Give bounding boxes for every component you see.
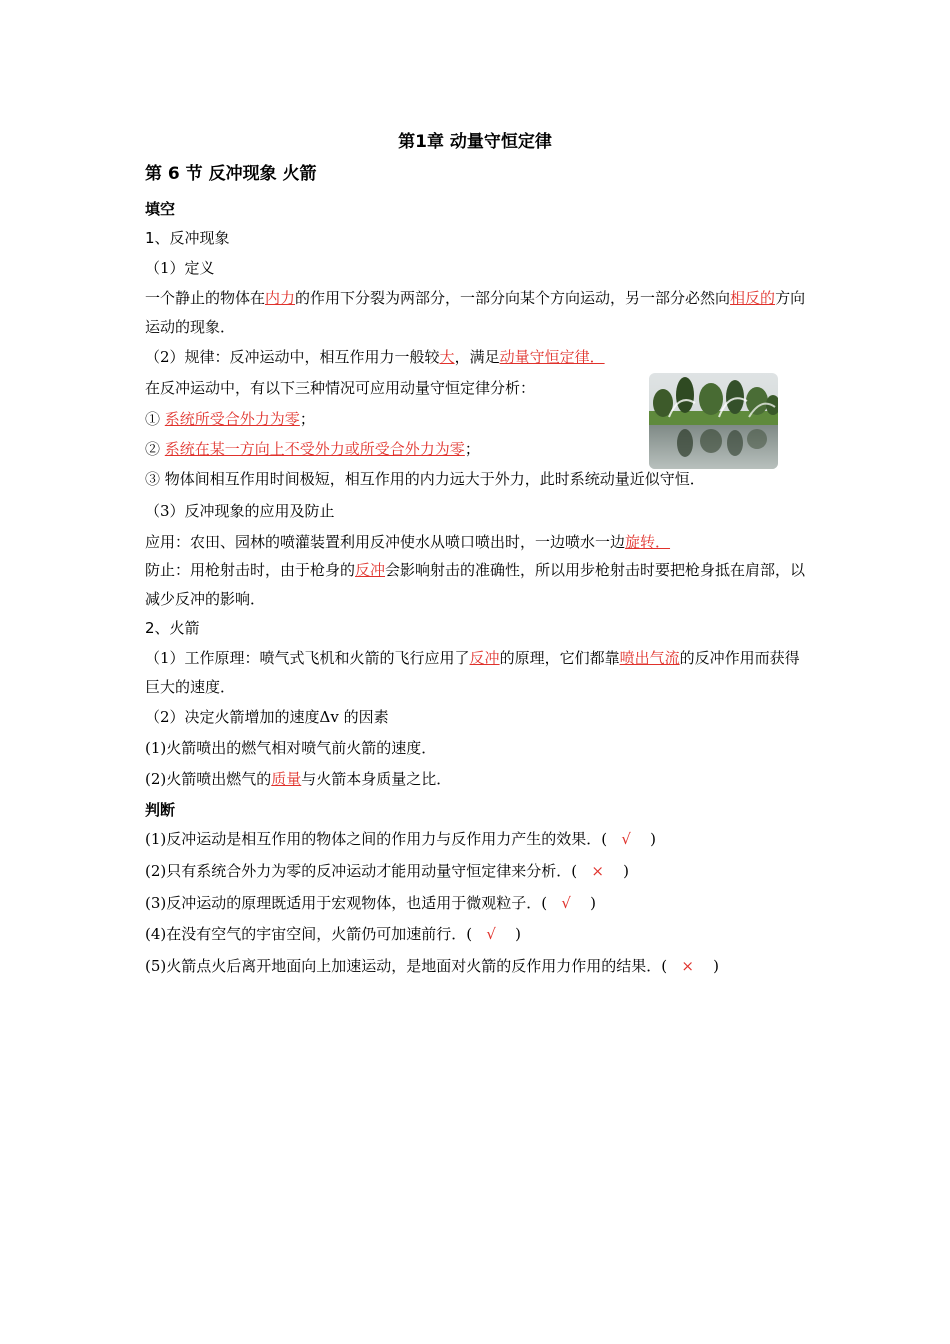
law-line	[145, 347, 605, 367]
judge-close: )	[623, 862, 629, 880]
factor-2-text-a: (2)火箭喷出燃气的	[145, 770, 272, 788]
answer-blank: 系统在某一方向上不受外力或所受合外力为零	[164, 440, 465, 458]
section-title: 第 6 节 反冲现象 火箭	[145, 164, 317, 184]
prevention-text-b: 会影响射击的准确性，所以用步枪射击时要把枪身抵在肩部，以减少反冲的影响．	[145, 561, 806, 608]
law-text-a: （2）规律：反冲运动中，相互作用力一般较	[145, 348, 440, 366]
answer-blank: 动量守恒定律．	[499, 348, 605, 366]
application-text: 应用：农田、园林的喷灌装置利用反冲使水从喷口喷出时，一边喷水一边	[145, 533, 626, 551]
law-text-b: ，满足	[454, 348, 500, 366]
case-3: ③ 物体间相互作用时间极短，相互作用的内力远大于外力，此时系统动量近似守恒．	[145, 470, 705, 488]
cases-intro: 在反冲运动中，有以下三种情况可应用动量守恒定律分析：	[145, 379, 536, 397]
answer-blank: 内力	[265, 289, 296, 307]
fill-heading: 填空	[145, 200, 176, 218]
factor-2-text-b: 与火箭本身质量之比．	[301, 770, 452, 788]
answer-blank: 系统所受合外力为零	[164, 410, 300, 428]
judge-item	[145, 893, 596, 913]
answer-blank: 大	[439, 348, 455, 366]
definition-text-b: 的作用下分裂为两部分，一部分向某个方向运动，另一部分必然向	[295, 289, 731, 307]
answer-blank: 喷出气流	[619, 649, 680, 667]
case-number: ①	[145, 410, 161, 428]
judge-item	[145, 861, 629, 881]
answer-blank: 反冲	[469, 649, 500, 667]
definition-text-a: 一个静止的物体在	[145, 289, 266, 307]
judge-close: )	[650, 830, 656, 848]
judge-close: )	[590, 894, 596, 912]
judge-item	[145, 956, 719, 976]
answer-blank: 反冲	[355, 561, 386, 579]
principle-text-b: 的原理，它们都靠	[499, 649, 620, 667]
case-1	[145, 409, 315, 429]
prevention-paragraph	[145, 556, 810, 614]
cross-mark-icon: ×	[681, 957, 694, 975]
judge-heading: 判断	[145, 801, 176, 819]
application-line	[145, 532, 670, 552]
case-end: ；	[299, 410, 315, 428]
factor-2	[145, 769, 451, 789]
judge-statement: (5)火箭点火后离开地面向上加速运动，是地面对火箭的反作用力作用的结果．(	[145, 957, 668, 975]
judge-close: )	[515, 925, 521, 943]
judge-statement: (4)在没有空气的宇宙空间，火箭仍可加速前行．(	[145, 925, 473, 943]
chapter-title: 第1章 动量守恒定律	[398, 132, 552, 152]
prevention-text-a: 防止：用枪射击时，由于枪身的	[145, 561, 356, 579]
judge-statement: (2)只有系统合外力为零的反冲运动才能用动量守恒定律来分析．(	[145, 862, 578, 880]
principle-text-c: 的反冲作用而获得巨大的速度．	[145, 649, 800, 696]
answer-blank: 相反的	[730, 289, 776, 307]
principle-text-a: （1）工作原理：喷气式飞机和火箭的飞行应用了	[145, 649, 470, 667]
sprinkler-photo	[649, 373, 778, 469]
factor-1: (1)火箭喷出的燃气相对喷气前火箭的速度．	[145, 739, 437, 757]
definition-text-c: 方向运动的现象．	[145, 289, 806, 336]
answer-blank: 旋转．	[625, 533, 671, 551]
sprinkler-photo-image	[649, 373, 778, 469]
judge-statement: (3)反冲运动的原理既适用于宏观物体，也适用于微观粒子．(	[145, 894, 548, 912]
check-mark-icon: √	[561, 894, 571, 912]
check-mark-icon: √	[486, 925, 496, 943]
judge-statement: (1)反冲运动是相互作用的物体之间的作用力与反作用力产生的效果．(	[145, 830, 608, 848]
part1-heading: 1、反冲现象	[145, 229, 230, 247]
judge-item	[145, 829, 656, 849]
application-label: （3）反冲现象的应用及防止	[145, 502, 335, 520]
answer-blank: 质量	[271, 770, 302, 788]
definition-label: （1）定义	[145, 259, 215, 277]
cross-mark-icon: ×	[591, 862, 604, 880]
case-2	[145, 439, 480, 459]
case-number: ②	[145, 440, 161, 458]
check-mark-icon: √	[621, 830, 631, 848]
part2-heading: 2、火箭	[145, 619, 200, 637]
case-end: ；	[464, 440, 480, 458]
principle-paragraph	[145, 644, 810, 702]
judge-item	[145, 924, 521, 944]
judge-close: )	[713, 957, 719, 975]
definition-paragraph	[145, 284, 810, 342]
factor-label: （2）决定火箭增加的速度Δv 的因素	[145, 708, 389, 726]
